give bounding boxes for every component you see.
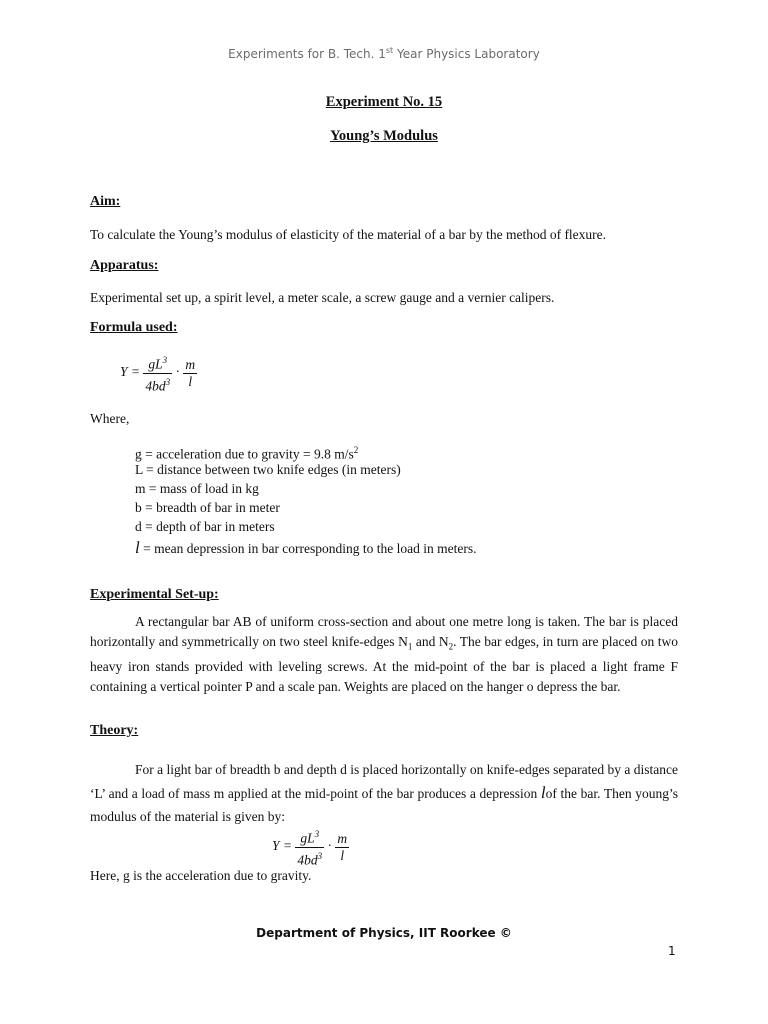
formula-denominator-exp: 3 — [165, 376, 171, 387]
formula-denominator: 4bd — [145, 378, 166, 393]
aim-heading: Aim: — [90, 194, 121, 209]
theory-here-text: Here, g is the acceleration due to gravity. — [90, 868, 312, 883]
page-title: Young’s Modulus — [330, 128, 438, 144]
header-text-post: Year Physics Laboratory — [393, 47, 540, 61]
apparatus-text: Experimental set up, a spirit level, a meter scale, a screw gauge and a vernier calipers. — [90, 290, 555, 305]
l-symbol: l — [135, 538, 140, 557]
def-d: d = depth of bar in meters — [135, 519, 275, 534]
setup-heading: Experimental Set-up: — [90, 587, 219, 602]
theory-heading: Theory: — [90, 723, 139, 738]
def-m: m = mass of load in kg — [135, 481, 259, 496]
formula-equation — [120, 352, 197, 394]
def-g: g = acceleration due to gravity = 9.8 $m/s^2$ — [135, 445, 359, 462]
def-l: l = mean depression in bar corresponding to the load in meters. — [135, 538, 477, 557]
formula-heading: Formula used: — [90, 320, 178, 335]
l-symbol-theory: l — [540, 783, 546, 802]
aim-text: To calculate the Young’s modulus of elasticity of the material of a bar by the method of flexure. — [90, 227, 607, 242]
footer-department: Department of Physics, IIT Roorkee © — [256, 926, 512, 940]
apparatus-heading: Apparatus: — [90, 258, 159, 273]
formula-lhs: Y = — [120, 364, 140, 380]
formula-dot: · — [175, 364, 180, 380]
def-b: b = breadth of bar in meter — [135, 500, 280, 515]
formula-numerator: gL — [148, 356, 163, 372]
where-label: Where, — [90, 411, 130, 426]
formula-fraction-ml — [183, 357, 197, 390]
header-text-pre: Experiments for B. Tech. 1 — [228, 47, 386, 61]
setup-paragraph: A rectangular bar AB of uniform cross-section and about one metre long is taken. The bar is placed horizontally and symmetrically on two steel knife-edges $N_1$ and $N_2$. The bar edges, in turn are placed on two heavy iron stands provided with leveling screws. At the mid-point of the bar is placed a light frame F containing a vertical pointer P and a scale pan. Weights are placed on the hanger o depress the bar. — [90, 614, 678, 694]
formula-fraction-main — [143, 352, 172, 394]
theory-formula: Y = $\frac{gL^3}{4bd^3}$ · $\frac{m}{l}$ — [272, 826, 349, 868]
running-header — [0, 46, 768, 61]
header-superscript: st — [385, 46, 394, 55]
experiment-number: Experiment No. 15 — [325, 94, 443, 110]
page-number: 1 — [668, 944, 676, 958]
formula-numerator-exp: 3 — [162, 355, 168, 365]
formula-l: l — [188, 373, 193, 389]
def-L: L = distance between two knife edges (in meters) — [135, 462, 401, 477]
theory-paragraph: For a light bar of breadth b and depth d is placed horizontally on knife-edges separated by a distance ‘L’ and a load of mass m applied at the mid-point of the bar produces a depression lof the bar. Then young’s modulus of the material is given by: — [90, 762, 678, 824]
formula-m: m — [185, 356, 196, 372]
